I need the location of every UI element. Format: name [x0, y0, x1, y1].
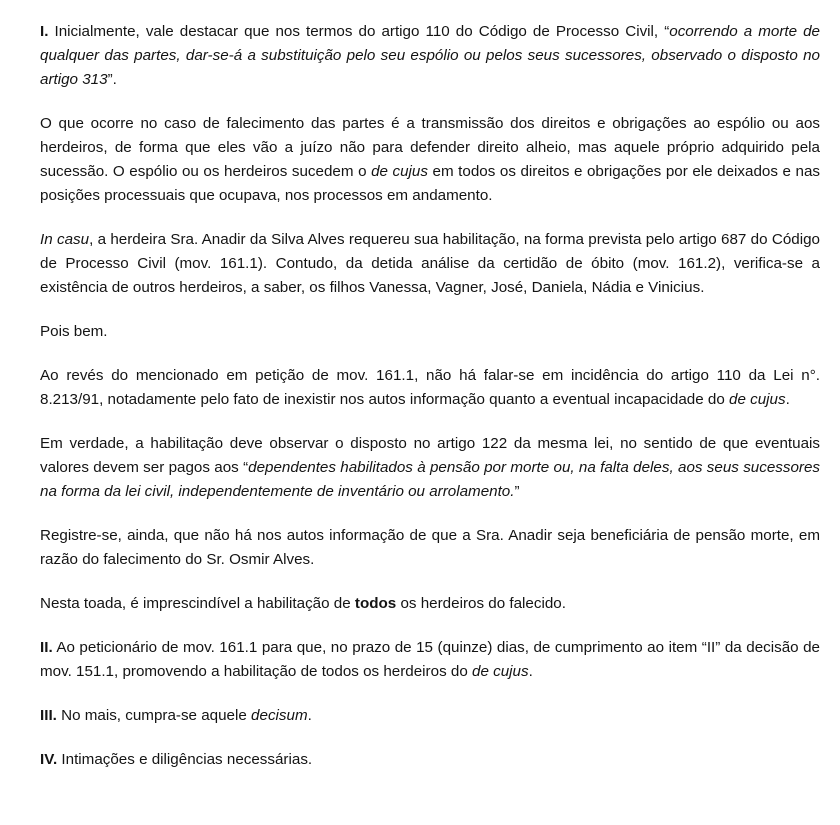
emphasis-todos: todos: [354, 595, 397, 612]
paragraph-11-item-iv: [40, 748, 820, 772]
paragraph-9-item-ii: [40, 636, 820, 684]
section-marker-iv: IV.: [40, 751, 58, 768]
paragraph-text: Ao revés do mencionado em petição de mov. 161.1, não há falar-se em incidência do artigo 110 da Lei n°. 8.213/91, notadamente pelo fato de inexistir nos autos informação quanto a eventual incapacidade do: [40, 367, 820, 408]
citation-text: dependentes habilitados à pensão por morte ou, na falta deles, aos seus sucessores na forma da lei civil, independentemente de inventário ou arrolamento.: [40, 459, 821, 500]
paragraph-2-transmissao: [40, 112, 820, 208]
paragraph-text: Intimações e diligências necessárias.: [57, 751, 313, 768]
latin-term: de cujus: [472, 663, 529, 680]
citation-text: ocorrendo a morte de qualquer das partes, dar-se-á a substituição pelo seu espólio ou pelos seus sucessores, observado o disposto no artigo 313: [40, 23, 820, 88]
paragraph-text: , a herdeira Sra. Anadir da Silva Alves requereu sua habilitação, na forma prevista pelo artigo 687 do Código de Processo Civil (mov. 161.1). Contudo, da detida análise da certidão de óbito (mov. 161.2), verifica-se a existência de outros herdeiros, a saber, os filhos Vanessa, Vagner, José, Daniela, Nádia e Vinicius.: [40, 231, 821, 296]
section-marker-i: I.: [40, 23, 49, 40]
section-marker-iii: III.: [40, 707, 57, 724]
paragraph-5-ao-reves: [40, 364, 820, 412]
paragraph-10-item-iii: [40, 704, 820, 728]
paragraph-text: O que ocorre no caso de falecimento das partes é a transmissão dos direitos e obrigações ao espólio ou aos herdeiros, de forma que eles vão a juízo não para defender direito alheio, mas aquele próprio adquirido pela sucessão. O espólio ou os herdeiros sucedem o: [40, 115, 820, 180]
paragraph-text: Inicialmente, vale destacar que nos termos do artigo 110 do Código de Processo Civil, “: [48, 23, 670, 40]
paragraph-6-em-verdade: [40, 432, 820, 504]
paragraph-text: ”.: [107, 71, 117, 88]
paragraph-text: Em verdade, a habilitação deve observar o disposto no artigo 122 da mesma lei, no sentido de que eventuais valores devem ser pagos aos “: [40, 435, 820, 476]
latin-term: de cujus: [371, 163, 428, 180]
paragraph-8-nesta-toada: [40, 592, 820, 616]
paragraph-text: Nesta toada, é imprescindível a habilitação de: [40, 595, 355, 612]
latin-term: de cujus: [729, 391, 786, 408]
paragraph-3-in-casu: [40, 228, 820, 300]
latin-term: decisum: [251, 707, 308, 724]
paragraph-text: Pois bem.: [40, 323, 108, 340]
paragraph-text: .: [307, 707, 312, 724]
paragraph-text: ”: [514, 483, 520, 500]
paragraph-text: .: [785, 391, 790, 408]
paragraph-text: os herdeiros do falecido.: [396, 595, 566, 612]
paragraph-text: .: [528, 663, 533, 680]
paragraph-text: em todos os direitos e obrigações por ele deixados e nas posições processuais que ocupava, nos processos em andamento.: [40, 163, 820, 204]
paragraph-7-registre-se: [40, 524, 820, 572]
paragraph-text: Registre-se, ainda, que não há nos autos informação de que a Sra. Anadir seja beneficiária de pensão morte, em razão do falecimento do Sr. Osmir Alves.: [40, 527, 820, 568]
paragraph-text: No mais, cumpra-se aquele: [56, 707, 252, 724]
paragraph-1-substituicao: [40, 20, 820, 92]
paragraph-4-pois-bem: [40, 320, 820, 344]
latin-term: In casu: [40, 231, 90, 248]
paragraph-text: Ao peticionário de mov. 161.1 para que, no prazo de 15 (quinze) dias, de cumprimento ao item “II” da decisão de mov. 151.1, promovendo a habilitação de todos os herdeiros do: [40, 639, 820, 680]
section-marker-ii: II.: [40, 639, 53, 656]
